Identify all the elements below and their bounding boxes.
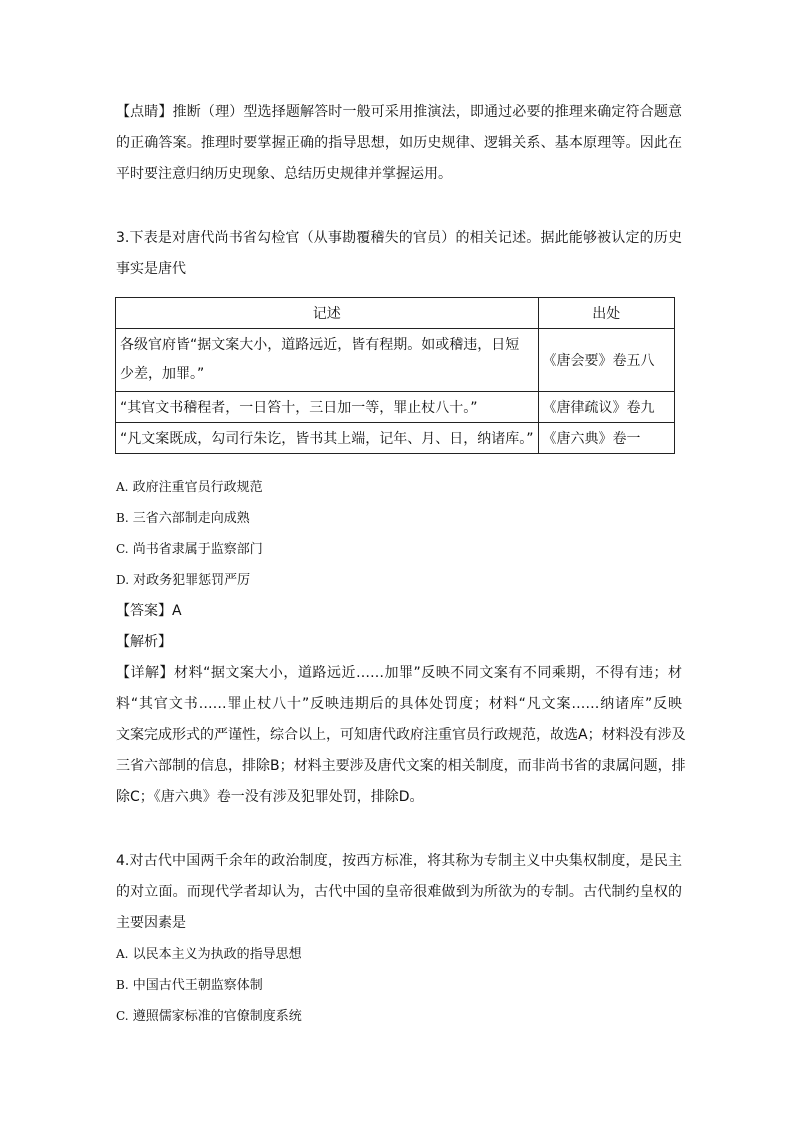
detail-line: 【详解】材料“据文案大小，道路远近……加罪”反映不同文案有不同乘期，不得有违；材 bbox=[116, 665, 682, 681]
detail-line: 文案完成形式的严谨性，综合以上，可知唐代政府注重官员行政规范，故选A；材料没有涉及 bbox=[116, 727, 686, 743]
tip-line: 平时要注意归纳历史现象、总结历史规律并掌握运用。 bbox=[116, 166, 452, 182]
table-row bbox=[116, 392, 675, 423]
option-text: 中国古代王朝监察体制 bbox=[132, 978, 263, 993]
option-c bbox=[116, 539, 263, 560]
option-text: 遵照儒家标准的官僚制度系统 bbox=[132, 1009, 302, 1024]
detail-paragraph bbox=[116, 658, 686, 813]
option-letter: A. bbox=[116, 480, 129, 494]
option-text: 以民本主义为执政的指导思想 bbox=[132, 947, 302, 962]
analysis-label: 【解析】 bbox=[116, 634, 172, 650]
option-c bbox=[116, 1006, 302, 1027]
table-row bbox=[116, 329, 675, 392]
option-letter: B. bbox=[116, 978, 129, 992]
table-header-record: 记述 bbox=[116, 298, 539, 329]
tip-paragraph bbox=[116, 97, 682, 190]
record-line: 各级官府皆“据文案大小，道路远近，皆有程期。如或稽违，日短 bbox=[120, 337, 520, 353]
table-cell-source: 《唐六典》卷一 bbox=[538, 423, 674, 454]
option-text: 对政务犯罪惩罚严厉 bbox=[133, 573, 251, 588]
option-b bbox=[116, 508, 250, 529]
stem-line: 主要因素是 bbox=[116, 915, 186, 931]
option-text: 三省六部制走向成熟 bbox=[132, 511, 250, 526]
table-cell-source: 《唐律疏议》卷九 bbox=[538, 392, 674, 423]
detail-line: 料“其官文书……罪止杖八十”反映违期后的具体处罚度；材料“凡文案……纳诸库”反映 bbox=[116, 696, 682, 712]
option-letter: D. bbox=[116, 573, 130, 587]
option-letter: C. bbox=[116, 542, 129, 556]
table-header-source: 出处 bbox=[538, 298, 674, 329]
option-text: 尚书省隶属于监察部门 bbox=[132, 542, 263, 557]
tip-line: 【点睛】推断（理）型选择题解答时一般可采用推演法，即通过必要的推理来确定符合题意 bbox=[116, 104, 682, 120]
source-table bbox=[115, 297, 675, 454]
answer-label: 【答案】A bbox=[116, 603, 182, 619]
question-3-stem bbox=[116, 223, 682, 285]
table-header-row bbox=[116, 298, 675, 329]
option-a bbox=[116, 477, 263, 498]
stem-line: 4.对古代中国两千余年的政治制度，按西方标准，将其称为专制主义中央集权制度，是民主 bbox=[116, 853, 682, 869]
table-row bbox=[116, 423, 675, 454]
table-cell-record: “凡文案既成，勾司行朱讫，皆书其上端，记年、月、日，纳诸库。” bbox=[116, 423, 539, 454]
option-letter: B. bbox=[116, 511, 129, 525]
table-cell-source: 《唐会要》卷五八 bbox=[538, 329, 674, 392]
option-d bbox=[116, 570, 250, 591]
stem-line: 事实是唐代 bbox=[116, 261, 186, 277]
table-cell-record bbox=[116, 329, 539, 392]
tip-line: 的正确答案。推理时要掌握正确的指导思想，如历史规律、逻辑关系、基本原理等。因此在 bbox=[116, 135, 682, 151]
stem-line: 3.下表是对唐代尚书省勾检官（从事勘覆稽失的官员）的相关记述。据此能够被认定的历史 bbox=[116, 230, 682, 246]
table-cell-record: “其官文书稽程者，一日笞十，三日加一等，罪止杖八十。” bbox=[116, 392, 539, 423]
question-4-stem bbox=[116, 846, 682, 939]
option-letter: A. bbox=[116, 947, 129, 961]
option-letter: C. bbox=[116, 1009, 129, 1023]
record-line: 少差，加罪。” bbox=[120, 366, 205, 382]
option-b bbox=[116, 975, 263, 996]
option-text: 政府注重官员行政规范 bbox=[132, 480, 263, 495]
detail-line: 三省六部制的信息，排除B；材料主要涉及唐代文案的相关制度，而非尚书省的隶属问题，排 bbox=[116, 758, 686, 774]
stem-line: 的对立面。而现代学者却认为，古代中国的皇帝很难做到为所欲为的专制。古代制约皇权的 bbox=[116, 884, 682, 900]
option-a bbox=[116, 944, 302, 965]
detail-line: 除C；《唐六典》卷一没有涉及犯罪处罚，排除D。 bbox=[116, 789, 424, 805]
